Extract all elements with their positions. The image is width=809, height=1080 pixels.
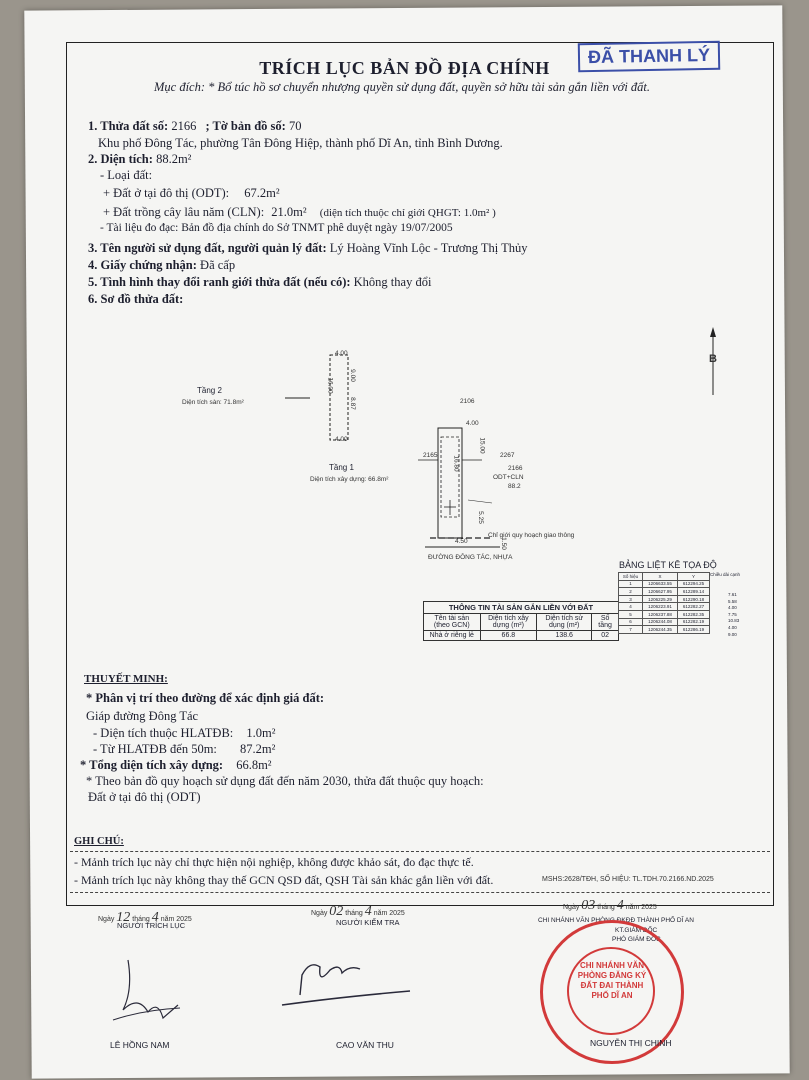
- sig3-day: 03: [581, 898, 596, 913]
- coord-y: 612289.14: [678, 588, 710, 596]
- coord-id: 3: [619, 595, 643, 603]
- coord-row: [619, 603, 710, 611]
- coord-id: 7: [619, 626, 643, 634]
- land-type-label: - Loại đất:: [100, 168, 153, 182]
- asset-floors: 02: [592, 631, 619, 641]
- edge-lengths: [728, 592, 739, 638]
- sig3-role1: KT.GIÁM ĐỐC: [615, 927, 658, 934]
- asset-used-area: 138.6: [537, 631, 592, 641]
- asset-header-built: Diện tích xây dựng (m²): [480, 614, 537, 631]
- edge-length: 9.00: [728, 631, 737, 637]
- corridor-line: [93, 726, 276, 741]
- road-name: ĐƯỜNG ĐÔNG TÁC, NHỰA: [428, 554, 513, 561]
- sig2-role: NGƯỜI KIỂM TRA: [336, 918, 400, 927]
- coord-row: [619, 618, 710, 626]
- purpose-label: Mục đích:: [154, 80, 206, 94]
- edge-length: 4.00: [728, 605, 737, 611]
- dim-side: 5.25: [476, 511, 484, 524]
- odt-line: [103, 186, 280, 201]
- parcel-sketch: [170, 325, 770, 575]
- coord-x: 1206237.88: [642, 610, 677, 618]
- total-built-label: * Tổng diện tích xây dựng:: [80, 758, 224, 772]
- dim-left: 16.80: [452, 455, 460, 472]
- owners-line: [88, 241, 528, 256]
- sig3-month: 4: [616, 898, 624, 913]
- neighbor-top: 2106: [460, 398, 475, 405]
- asset-header-used: Diện tích sử dụng (m²): [537, 614, 592, 631]
- edge-length: 7.61: [728, 592, 737, 597]
- record-code: MSHS:2628/TĐH, SỐ HIỆU: TL.TDH.70.2166.ND.2025: [542, 876, 714, 883]
- coord-row: [619, 588, 710, 596]
- explanation-title: THUYẾT MINH:: [84, 673, 168, 685]
- purpose-text: * Bổ túc hồ sơ chuyển nhượng quyền sử dụng đất, quyền sở hữu tài sản gắn liền với đất.: [208, 80, 651, 94]
- sig3-name: NGUYỄN THỊ CHINH: [590, 1038, 672, 1048]
- edge-length: 5.58: [728, 598, 737, 604]
- notes-title: GHI CHÚ:: [74, 836, 124, 847]
- coord-x: 1206633.55: [642, 580, 677, 588]
- coord-x: 1206225.29: [642, 595, 677, 603]
- sig1-month: 4: [151, 910, 159, 925]
- sig2-month-prefix: tháng: [345, 910, 363, 917]
- neighbor-right: 2267: [500, 452, 515, 459]
- parcel-number-line: [88, 119, 301, 134]
- beyond-label: - Từ HLATĐB đến 50m:: [93, 742, 217, 756]
- odt-label: + Đất ở tại đô thị (ODT):: [103, 186, 230, 200]
- sig2-name: CAO VĂN THU: [336, 1040, 394, 1050]
- coord-row: [619, 580, 710, 588]
- certificate-status: Đã cấp: [200, 258, 236, 272]
- area-line: [88, 152, 191, 167]
- parcel-width-top: 4.00: [466, 420, 479, 427]
- adjacent-road: Giáp đường Đông Tác: [86, 709, 199, 723]
- parcel-label-leader: [468, 500, 492, 503]
- coord-y: 612290.18: [678, 595, 710, 603]
- item2-label: 2. Diện tích:: [88, 152, 153, 166]
- asset-table: [423, 601, 619, 641]
- sig1-name: LÊ HỒNG NAM: [110, 1040, 170, 1050]
- planning-result: Đất ở tại đô thị (ODT): [88, 790, 201, 804]
- total-built-line: [80, 758, 272, 773]
- parcel-area: 88.2: [508, 483, 521, 490]
- item6-label: 6. Sơ đồ thửa đất:: [88, 292, 184, 306]
- road-note: Chỉ giới quy hoạch giao thông: [488, 532, 575, 539]
- coord-id: 2: [619, 588, 643, 596]
- coord-row: [619, 626, 710, 634]
- owners: Lý Hoàng Vĩnh Lộc - Trương Thị Thủy: [329, 241, 528, 255]
- cln-area: 21.0m²: [271, 205, 307, 219]
- sheet-label: ; Tờ bản đồ số:: [205, 119, 286, 133]
- coord-id: 4: [619, 603, 643, 611]
- cln-line: [103, 205, 496, 220]
- sig3-date: [563, 898, 657, 914]
- coord-x: 1206627.95: [642, 588, 677, 596]
- cln-label: + Đất trồng cây lâu năm (CLN):: [103, 205, 265, 219]
- source-text: Bản đồ địa chính do Sở TNMT phê duyệt ngày 19/07/2005: [181, 222, 453, 234]
- floor2-outline: [330, 355, 348, 440]
- total-built-area: 66.8m²: [236, 758, 272, 772]
- boundary-line: [88, 275, 431, 290]
- floor1-label: Tầng 1: [329, 463, 354, 472]
- coord-y: 612282.19: [678, 618, 710, 626]
- edge-length: 7.75: [728, 611, 737, 617]
- sig1-date-prefix: Ngày: [98, 916, 115, 923]
- asset-built-area: 66.8: [480, 631, 537, 641]
- sig3-org: CHI NHÁNH VĂN PHÒNG ĐKĐĐ THÀNH PHỐ DĨ AN: [538, 917, 694, 924]
- item5-label: 5. Tình hình thay đổi ranh giới thửa đất (nếu có):: [88, 275, 351, 289]
- beyond-line: [93, 742, 275, 757]
- f2-width-top: 4.00: [335, 350, 348, 357]
- corridor-area: 1.0m²: [246, 726, 276, 740]
- price-position-text: * Phân vị trí theo đường để xác định giá đất:: [86, 691, 325, 705]
- sig2-day: 02: [329, 904, 344, 919]
- liquidated-stamp: ĐÃ THANH LÝ: [578, 41, 720, 72]
- sig1-day: 12: [116, 910, 131, 925]
- coord-id: 6: [619, 618, 643, 626]
- parcel-outline: [438, 428, 462, 538]
- coord-x: 1206244.08: [642, 618, 677, 626]
- coord-id: 5: [619, 610, 643, 618]
- f2-length-right: 8.87: [348, 397, 356, 410]
- coord-y: 612282.35: [678, 610, 710, 618]
- sig2-year: năm 2025: [373, 910, 405, 917]
- certificate-line: [88, 258, 235, 273]
- note-2: - Mảnh trích lục này không thay thế GCN QSD đất, QSH Tài sản khác gắn liền với đất.: [74, 873, 494, 887]
- source-label: - Tài liệu đo đạc:: [100, 222, 179, 234]
- cln-note: (diện tích thuộc chỉ giới QHGT: 1.0m² ): [319, 207, 496, 219]
- sig3-role2: PHÓ GIÁM ĐỐC: [612, 936, 661, 943]
- address: Khu phố Đông Tác, phường Tân Đông Hiệp, thành phố Dĩ An, tỉnh Bình Dương.: [98, 136, 503, 150]
- parcel-number: 2166: [171, 119, 197, 133]
- sig1-year: năm 2025: [160, 916, 192, 923]
- corridor-label: - Diện tích thuộc HLATĐB:: [93, 726, 234, 740]
- parcel-label: 2166: [508, 465, 523, 472]
- f2-width-bottom: 4.00: [335, 436, 348, 443]
- boundary-change: Không thay đổi: [353, 275, 432, 289]
- stamp-text: CHI NHÁNH VĂN PHÒNG ĐĂNG KÝ ĐẤT ĐAI THÀNH PHỐ DĨ AN: [577, 961, 647, 1000]
- sheet-number: 70: [288, 119, 302, 133]
- coord-y: 612294.25: [678, 580, 710, 588]
- sig1-signature: [108, 950, 188, 1030]
- planning-text: * Theo bản đồ quy hoạch sử dụng đất đến năm 2030, thửa đất thuộc quy hoạch:: [86, 774, 484, 788]
- edge-length: 4.00: [728, 624, 737, 630]
- sig3-year: năm 2025: [625, 904, 657, 911]
- asset-header-name: Tên tài sản (theo GCN): [424, 614, 481, 631]
- sig3-date-prefix: Ngày: [563, 904, 580, 911]
- asset-header-floors: Số tầng: [592, 614, 619, 631]
- sig2-date-prefix: Ngày: [311, 910, 328, 917]
- coord-y: 612286.19: [678, 626, 710, 634]
- total-area: 88.2m²: [156, 152, 192, 166]
- beyond-area: 87.2m²: [240, 742, 276, 756]
- neighbor-left: 2165: [423, 452, 438, 459]
- asset-name: Nhà ở riêng lẻ: [424, 631, 481, 641]
- floor1-area: Diện tích xây dựng: 66.8m²: [310, 476, 389, 483]
- land-code: ODT+CLN: [493, 474, 524, 481]
- sig1-role: NGƯỜI TRÍCH LỤC: [117, 921, 186, 930]
- purpose-line: [154, 80, 650, 95]
- coord-x: 1206223.91: [642, 603, 677, 611]
- coord-row: [619, 610, 710, 618]
- parcel-width-bottom: 4.50: [455, 538, 468, 545]
- item4-label: 4. Giấy chứng nhận:: [88, 258, 197, 272]
- note-1: - Mảnh trích lục này chỉ thực hiện nội nghiệp, không được khảo sát, đo đạc thực tế.: [74, 855, 474, 869]
- coord-y: 612282.27: [678, 603, 710, 611]
- coord-x: 1206244.35: [642, 626, 677, 634]
- sig2-month: 4: [364, 904, 372, 919]
- sig3-month-prefix: tháng: [597, 904, 615, 911]
- coord-row: [619, 595, 710, 603]
- odt-area: 67.2m²: [244, 186, 280, 200]
- item3-label: 3. Tên người sử dụng đất, người quản lý đất:: [88, 241, 327, 255]
- asset-table-title: THÔNG TIN TÀI SẢN GẮN LIỀN VỚI ĐẤT: [424, 602, 619, 614]
- coord-header-len: Chiều dài cạnh: [710, 572, 741, 577]
- item1-label: 1. Thửa đất số:: [88, 119, 169, 133]
- sig1-month-prefix: tháng: [132, 916, 150, 923]
- north-arrow-icon: [710, 327, 716, 337]
- f2-length-left: 16.00: [326, 377, 334, 394]
- page-title: TRÍCH LỤC BẢN ĐỒ ĐỊA CHÍNH: [259, 58, 550, 78]
- coord-id: 1: [619, 580, 643, 588]
- coord-header-y: Y: [678, 573, 710, 581]
- f2-length-top: 9.00: [348, 369, 356, 382]
- coord-header-x: X: [642, 573, 677, 581]
- sig2-signature: [280, 955, 420, 1015]
- coord-table-grid: [618, 572, 710, 634]
- floor2-label: Tầng 2: [197, 386, 222, 395]
- north-label: B: [709, 353, 717, 365]
- source-line: [100, 222, 453, 234]
- dim-right: 15.00: [478, 437, 486, 454]
- coord-table: [618, 572, 741, 637]
- dim-corner: 1.50: [499, 537, 507, 550]
- coord-header-id: Số hiệu: [619, 573, 643, 581]
- edge-length: 10.83: [728, 618, 740, 624]
- floor2-area: Diện tích sàn: 71.8m²: [182, 399, 244, 406]
- coord-table-title: BẢNG LIỆT KÊ TỌA ĐỘ: [619, 560, 717, 570]
